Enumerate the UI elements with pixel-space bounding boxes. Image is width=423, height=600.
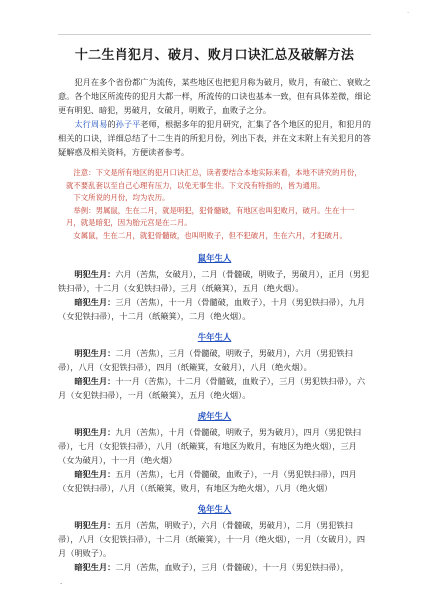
- entry-ming: [58, 518, 371, 560]
- entry-text: 六月（苦焦，女破月），二月（骨髓破，明败子，男破月），正月（男犯铁扫帚），十二月（女犯铁扫帚），三月（纸簸箕），五月（绝火烟）。: [58, 269, 370, 293]
- entry-label: 明犯生月：: [74, 520, 116, 530]
- taihang-zhouyi-link[interactable]: 太行周易: [74, 119, 108, 129]
- sun-ziping-link[interactable]: 孙子平: [115, 119, 141, 129]
- zodiac-title: 虎年生人: [197, 411, 232, 421]
- entry-text: 二月（苦焦，血败子），三月（骨髓破），十一月（男犯铁扫帚），: [115, 562, 349, 572]
- entry-text: 九月（苦焦），十月（骨髓破，明败子，男为破月），四月（男犯铁扫帚），七月（女犯铁扫帚），八月（纸簸箕，有地区为败月，有地区为绝火烟），三月（女为破月），十一月（绝火烟）: [58, 427, 361, 465]
- intro-paragraph-1: 犯月在多个省份都广为流传，某些地区也把犯月称为破月，败月，有破亡、衰败之意。各个地区所流传的犯月大都一样，所流传的口诀也基本一致，但有具体差微，细论更有明犯、暗犯，男破月，女破月，明败子，血败子之分。: [58, 77, 371, 115]
- footer-mark: ·: [60, 580, 63, 588]
- intro-paragraph-2-text: 老师，根据多年的犯月研究，汇集了各个地区的犯月，和犯月的相关的口诀，详细总结了十二生肖的所犯月份，列出下表，并在文末附上有关犯月的答疑解惑及相关资料，方便读者参考。: [58, 119, 371, 157]
- corner-mark: .: [407, 8, 409, 15]
- entry-text: 十一月（苦焦），十二月（骨髓破，血败子），三月（男犯铁扫帚），六月（女犯铁扫帚），一月（纸簸箕），五月（绝火烟）。: [58, 376, 366, 400]
- entry-ming: [58, 267, 371, 295]
- entry-an: [58, 295, 371, 323]
- entry-text: 二月（苦焦），三月（骨髓破，明败子，男破月），六月（男犯铁扫帚），八月（女犯铁扫帚），四月（纸簸箕，女破月），八月（绝火烟）。: [58, 348, 353, 372]
- entry-ming: [58, 425, 371, 467]
- zodiac-title: 兔年生人: [197, 504, 232, 514]
- entry-label: 暗犯生月：: [74, 562, 116, 572]
- intro-connector: 的: [107, 119, 116, 129]
- header-rule: [58, 34, 371, 35]
- zodiac-section-ox: [58, 331, 371, 402]
- intro-paragraph-2: [58, 117, 371, 159]
- entry-an: [58, 560, 371, 574]
- note-example: 举例：男属鼠，生在二月，就是明犯，犯骨髓破，有地区也叫犯败月，破月。生在十一月，就是暗犯，因为胎元宫是在二月。: [66, 205, 355, 227]
- entry-text: 五月（苦焦），七月（骨髓破，血败子），一月（男犯铁扫帚），四月（女犯铁扫帚），八月（（纸簸箕，败月，有地区为绝火烟），八月（绝火烟）: [58, 469, 357, 493]
- zodiac-section-rat: [58, 252, 371, 323]
- entry-ming: [58, 346, 371, 374]
- entry-label: 暗犯生月：: [74, 469, 116, 479]
- document-page: [58, 42, 371, 574]
- notes-block: [66, 167, 363, 242]
- document-title: 十二生肖犯月、破月、败月口诀汇总及破解方法: [74, 48, 355, 63]
- entry-label: 明犯生月：: [74, 427, 116, 437]
- note-lunar: 下文所说的月份，均为农历。: [73, 193, 170, 202]
- entry-text: 三月（苦焦），十一月（骨髓破，血败子），十月（男犯铁扫帚），九月（女犯铁扫帚），十二月（纸簸箕），二月（绝火烟）。: [58, 297, 366, 321]
- entry-label: 暗犯生月：: [74, 376, 116, 386]
- entry-label: 明犯生月：: [74, 348, 116, 358]
- note-example-female: 女属鼠，生在二月，就犯骨髓破，也叫明败子，但不犯破月，生在六月，才犯破月。: [73, 230, 347, 240]
- entry-label: 明犯生月：: [74, 269, 116, 279]
- zodiac-title: 鼠年生人: [197, 253, 232, 263]
- entry-an: [58, 374, 371, 402]
- zodiac-section-tiger: [58, 410, 371, 495]
- entry-an: [58, 467, 371, 495]
- note-attention: 注意：下文是所有地区的犯月口诀汇总，读者要结合本地实际来看，本地不讲究的月份，就不要乱套以至自己心理有压力，以免无事生非。下文没有特指的，皆为通用。: [66, 168, 362, 190]
- entry-text: 五月（苦焦，明败子），六月（骨髓破，男破月），二月（男犯铁扫帚），八月（女犯铁扫帚），十二月（纸簸箕），十一月（绝火烟），一月（女破月），四月（明败子）。: [58, 520, 366, 558]
- entry-label: 暗犯生月：: [74, 297, 116, 307]
- zodiac-section-rabbit: [58, 503, 371, 574]
- zodiac-title: 牛年生人: [197, 332, 232, 342]
